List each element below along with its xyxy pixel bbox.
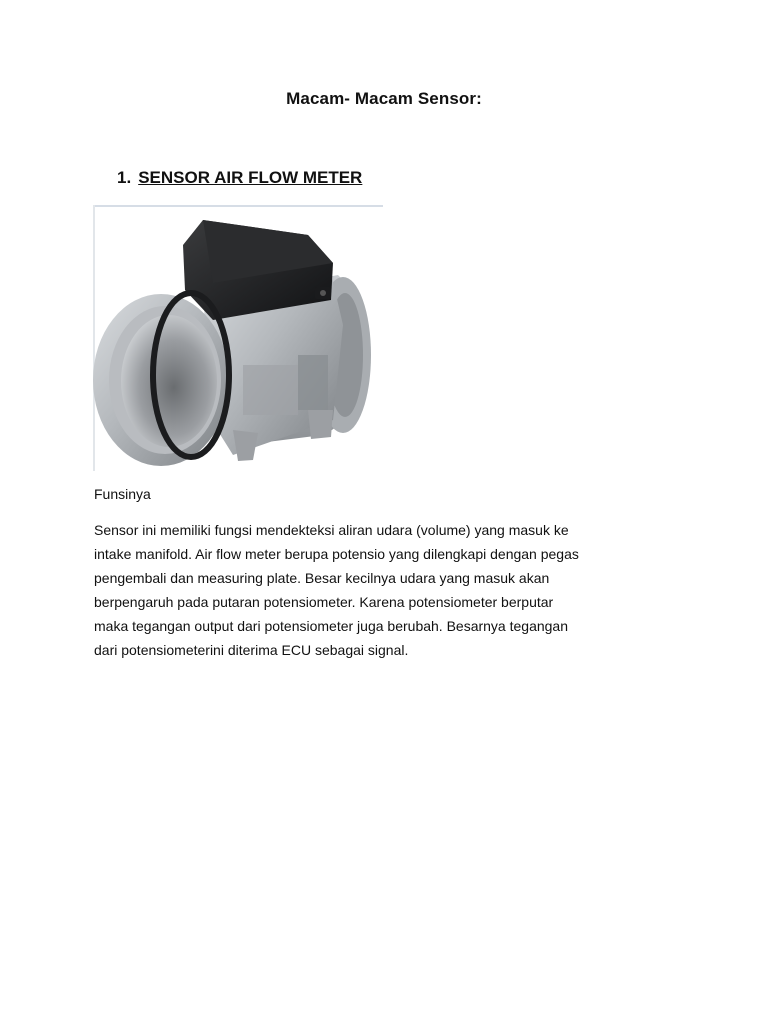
air-flow-meter-illustration (93, 205, 383, 471)
paragraph-line: maka tegangan output dari potensiometer juga berubah. Besarnya tegangan (94, 618, 569, 634)
paragraph-line: intake manifold. Air flow meter berupa potensio yang dilengkapi dengan pegas (94, 546, 579, 562)
section-number: 1. (117, 168, 132, 187)
paragraph-line: berpengaruh pada putaran potensiometer. Karena potensiometer berputar (94, 594, 554, 610)
document-title: Macam- Macam Sensor: (286, 89, 482, 108)
subheading-funsinya: Funsinya (94, 486, 151, 502)
paragraph-line: Sensor ini memiliki fungsi mendekteksi aliran udara (volume) yang masuk ke (94, 522, 569, 538)
paragraph-line: dari potensiometerini diterima ECU sebagai signal. (94, 642, 409, 658)
air-flow-meter-image (93, 205, 383, 471)
paragraph-line: pengembali dan measuring plate. Besar kecilnya udara yang masuk akan (94, 570, 550, 586)
section-heading (117, 168, 362, 188)
section-title: SENSOR AIR FLOW METER (138, 168, 363, 187)
description-paragraph (94, 518, 684, 662)
